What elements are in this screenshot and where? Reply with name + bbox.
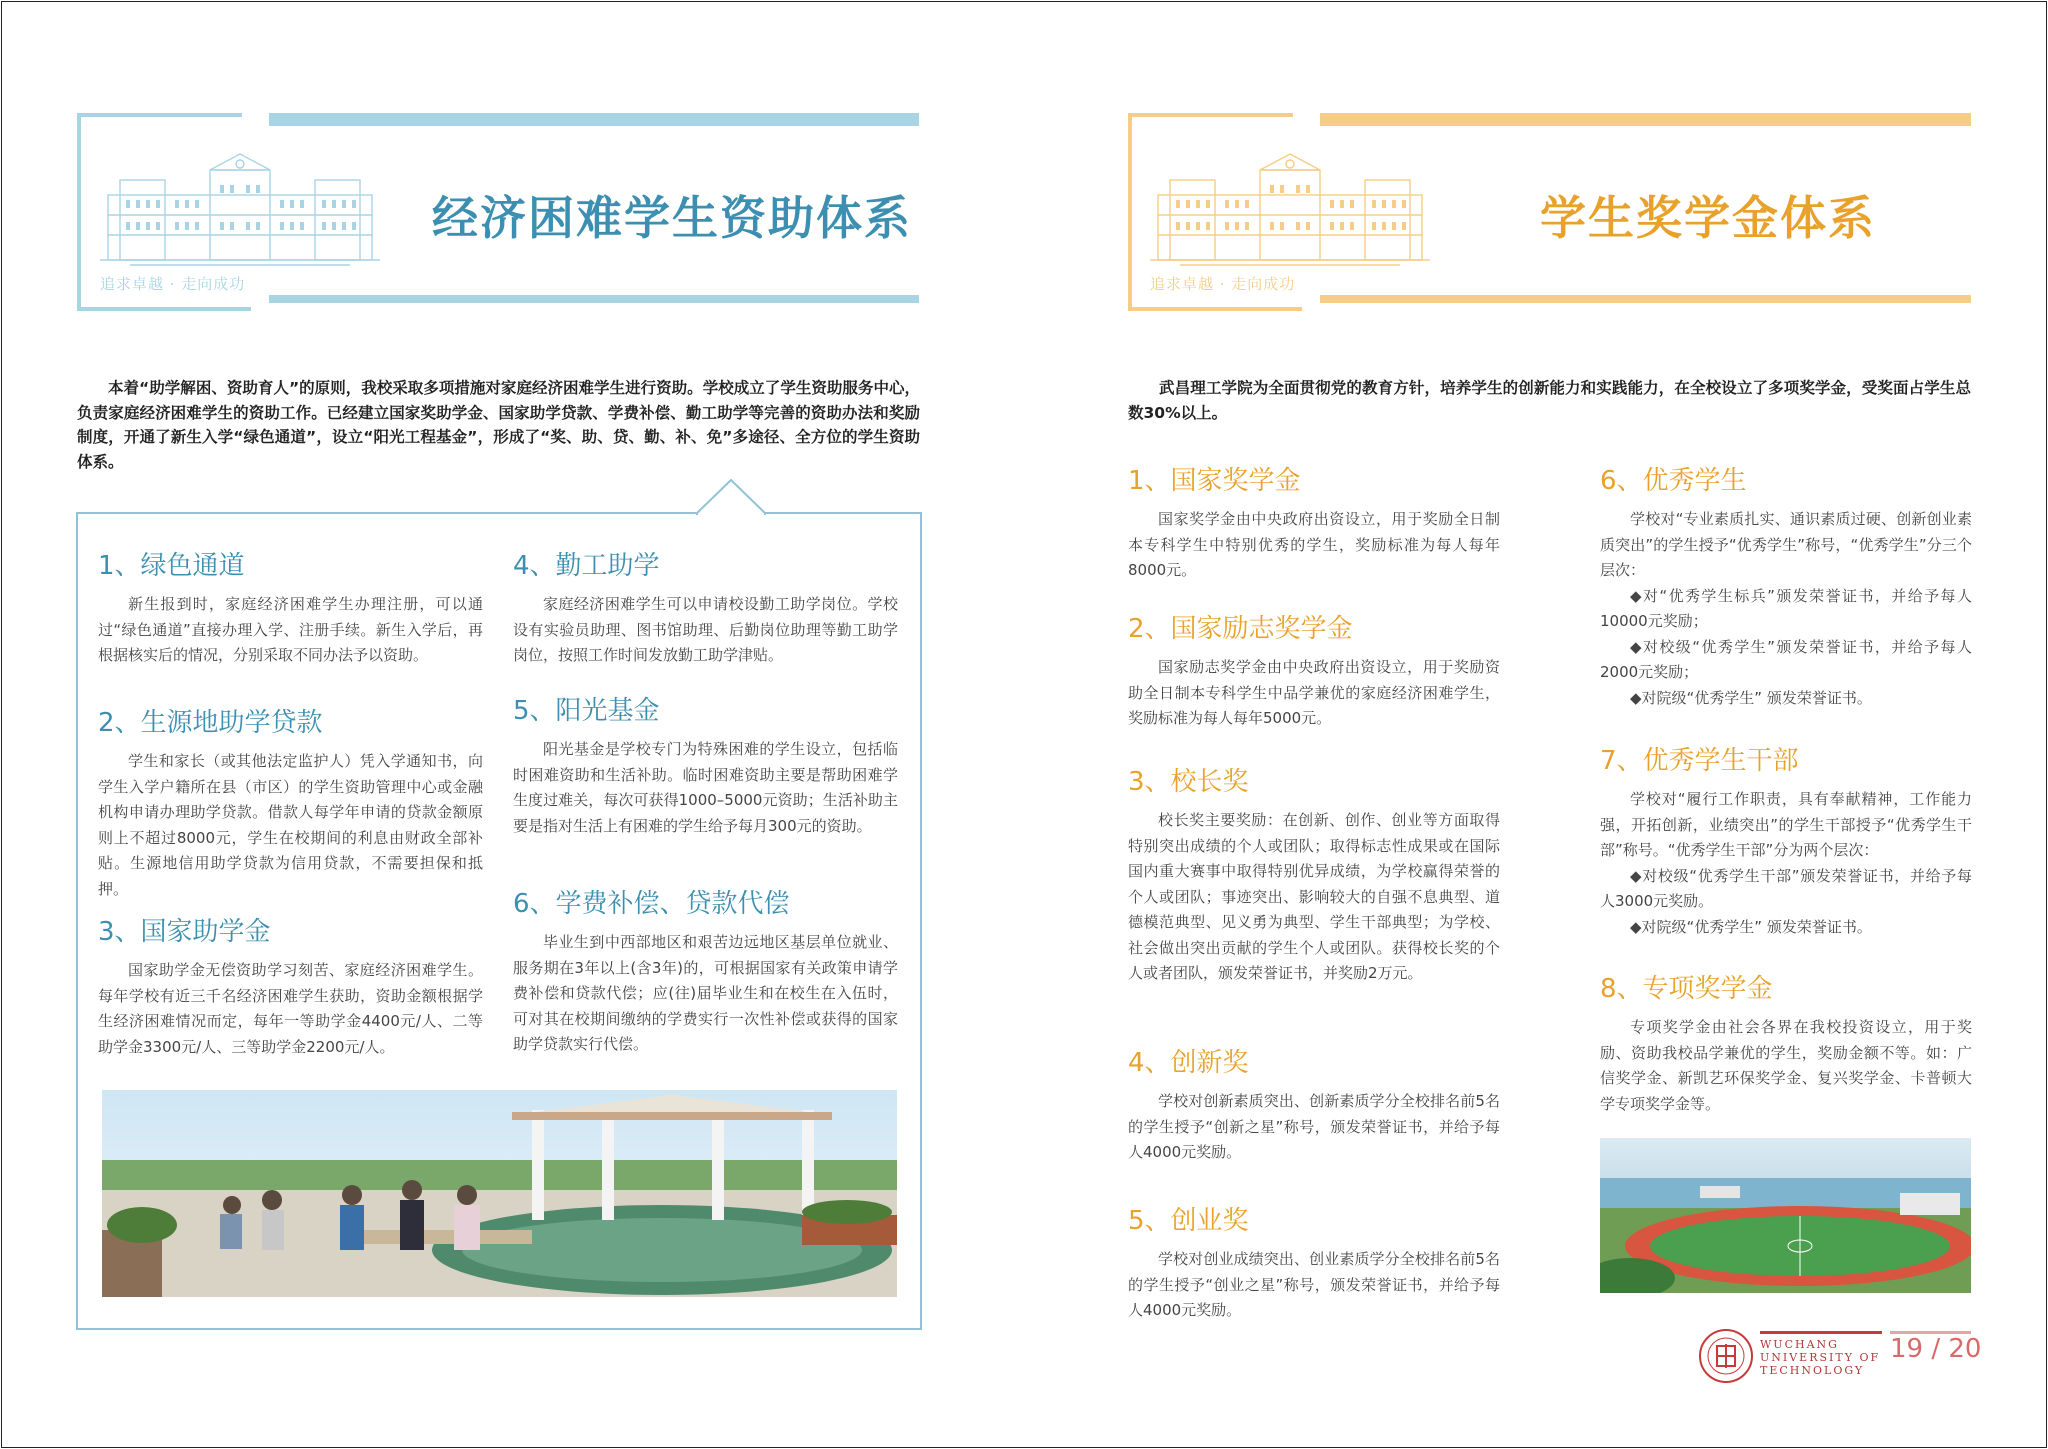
section-body: 学校对“履行工作职责，具有奉献精神，工作能力强，开拓创新，业绩突出”的学生干部授予“优秀学生干部”称号。“优秀学生干部”分为两个层次： [1600,790,1972,859]
left-frame-gap [242,113,262,137]
right-page-title: 学生奖学金体系 [1540,191,1876,245]
bullet-line: ◆对校级“优秀学生”颁发荣誉证书，并给予每人2000元奖励； [1600,637,1972,681]
section-body: 家庭经济困难学生可以申请校设勤工助学岗位。学校设有实验员助理、图书馆助理、后勤岗位助理等勤工助学岗位，按照工作时间发放勤工助学津贴。 [513,595,898,664]
section-title: 4、勤工助学 [513,551,660,581]
right-frame-gap-bottom [1293,280,1313,306]
section-title: 3、国家助学金 [98,917,271,947]
left-header-bottom-bar [269,295,919,303]
footer-red-line [1760,1331,1882,1334]
left-section-5 [513,690,898,839]
students-by-pond-photo [102,1090,897,1297]
right-motto: 追求卓越 · 走向成功 [1150,275,1296,293]
school-name-line: UNIVERSITY OF [1760,1351,1881,1364]
right-section-6 [1600,460,1972,711]
school-name-line: TECHNOLOGY [1760,1364,1865,1377]
section-body: 毕业生到中西部地区和艰苦边远地区基层单位就业、服务期在3年以上(含3年)的，可根据国家有关政策申请学费补偿和贷款代偿；应(往)届毕业生和在校生在入伍时，可对其在校期间缴纳的学费实行一次性补偿或获得的国家助学贷款实行代偿。 [513,933,898,1053]
section-title: 8、专项奖学金 [1600,974,1773,1004]
section-title: 6、学费补偿、贷款代偿 [513,889,790,919]
bullet-line: ◆对“优秀学生标兵”颁发荣誉证书，并给予每人10000元奖励； [1600,586,1972,630]
section-title: 5、创业奖 [1128,1206,1249,1236]
section-body: 学校对创新素质突出、创新素质学分全校排名前5名的学生授予“创新之星”称号，颁发荣誉证书，并给予每人4000元奖励。 [1128,1092,1500,1161]
section-title: 1、绿色通道 [98,551,245,581]
right-header-top-bar [1320,113,1971,126]
section-title: 5、阳光基金 [513,696,660,726]
section-body: 学校对创业成绩突出、创业素质学分全校排名前5名的学生授予“创业之星”称号，颁发荣誉证书，并给予每人4000元奖励。 [1128,1250,1500,1319]
right-section-3 [1128,761,1500,987]
section-body: 新生报到时，家庭经济困难学生办理注册，可以通过“绿色通道”直接办理入学、注册手续。新生入学后，再根据核实后的情况，分别采取不同办法予以资助。 [98,595,483,664]
left-section-4 [513,545,898,669]
section-body: 国家助学金无偿资助学习刻苦、家庭经济困难学生。每年学校有近三千名经济困难学生获助，资助金额根据学生经济困难情况而定，每年一等助学金4400元/人、二等助学金3300元/人、三等助学金2200元/人。 [98,961,483,1056]
section-title: 4、创新奖 [1128,1048,1249,1078]
bullet-line: ◆对院级“优秀学生” 颁发荣誉证书。 [1630,688,1872,707]
right-section-4 [1128,1042,1500,1166]
right-section-7 [1600,740,1972,940]
right-frame-gap [1293,113,1313,137]
section-title: 3、校长奖 [1128,767,1249,797]
left-intro: 本着“助学解困、资助育人”的原则，我校采取多项措施对家庭经济困难学生进行资助。学校成立了学生资助服务中心，负责家庭经济困难学生的资助工作。已经建立国家奖助学金、国家助学贷款、学费补偿、勤工助学等完善的资助办法和奖励制度，开通了新生入学“绿色通道”，设立“阳光工程基金”，形成了“奖、助、贷、勤、补、免”多途径、全方位的学生资助体系。 [77,379,920,471]
section-body: 校长奖主要奖励：在创新、创作、创业等方面取得特别突出成绩的个人或团队；取得标志性成果或在国际国内重大赛事中取得特别优异成绩，为学校赢得荣誉的个人或团队；事迹突出、影响较大的自强不息典型、道德模范典型、见义勇为典型、学生干部典型；为学校、社会做出突出贡献的学生个人或团队。获得校长奖的个人或者团队，颁发荣誉证书，并奖励2万元。 [1128,811,1500,982]
left-section-1 [98,545,483,669]
section-title: 6、优秀学生 [1600,466,1747,496]
bullet-line: ◆对校级“优秀学生干部”颁发荣誉证书，并给予每人3000元奖励。 [1600,866,1972,910]
left-section-3 [98,911,483,1060]
university-seal-logo [1698,1328,1754,1384]
section-body: 学生和家长（或其他法定监护人）凭入学通知书，向学生入学户籍所在县（市区）的学生资助管理中心或金融机构申请办理助学贷款。借款人每学年申请的贷款金额原则上不超过8000元，学生在校期间的利息由财政全部补贴。生源地信用助学贷款为信用贷款，不需要担保和抵押。 [98,752,483,898]
left-motto: 追求卓越 · 走向成功 [100,275,246,293]
campus-building-illustration [1150,150,1430,270]
stadium-aerial-photo [1600,1138,1971,1293]
section-body: 阳光基金是学校专门为特殊困难的学生设立，包括临时困难资助和生活补助。临时困难资助主要是帮助困难学生度过难关，每次可获得1000–5000元资助；生活补助主要是指对生活上有困难的学生给予每月300元的资助。 [513,740,898,835]
campus-building-illustration [100,150,380,270]
section-title: 2、生源地助学贷款 [98,708,323,738]
left-section-6 [513,883,898,1058]
right-section-5 [1128,1200,1500,1324]
school-name [1760,1338,1880,1377]
section-title: 7、优秀学生干部 [1600,746,1799,776]
section-title: 2、国家励志奖学金 [1128,614,1353,644]
right-intro: 武昌理工学院为全面贯彻党的教育方针，培养学生的创新能力和实践能力，在全校设立了多项奖学金，受奖面占学生总数30%以上。 [1128,379,1971,422]
section-body: 学校对“专业素质扎实、通识素质过硬、创新创业素质突出”的学生授予“优秀学生”称号，“优秀学生”分三个层次： [1600,510,1972,579]
left-box-notch [696,479,766,515]
right-header-bottom-bar [1320,295,1971,303]
right-section-1 [1128,460,1500,584]
school-name-line: WUCHANG [1760,1338,1839,1351]
page-number: 19 / 20 [1890,1334,1982,1364]
right-section-2 [1128,608,1500,732]
left-page-title: 经济困难学生资助体系 [432,191,912,245]
section-body: 专项奖学金由社会各界在我校投资设立，用于奖励、资助我校品学兼优的学生，奖励金额不等。如：广信奖学金、新凯艺环保奖学金、复兴奖学金、卡普顿大学专项奖学金等。 [1600,1018,1972,1113]
section-title: 1、国家奖学金 [1128,466,1301,496]
section-body: 国家励志奖学金由中央政府出资设立，用于奖励资助全日制本专科学生中品学兼优的家庭经济困难学生，奖励标准为每人每年5000元。 [1128,658,1500,727]
left-header-top-bar [269,113,919,126]
right-section-8 [1600,968,1972,1117]
section-body: 国家奖学金由中央政府出资设立，用于奖励全日制本专科学生中特别优秀的学生，奖励标准为每人每年8000元。 [1128,510,1500,579]
left-section-2 [98,702,483,902]
bullet-line: ◆对院级“优秀学生” 颁发荣誉证书。 [1630,917,1872,936]
